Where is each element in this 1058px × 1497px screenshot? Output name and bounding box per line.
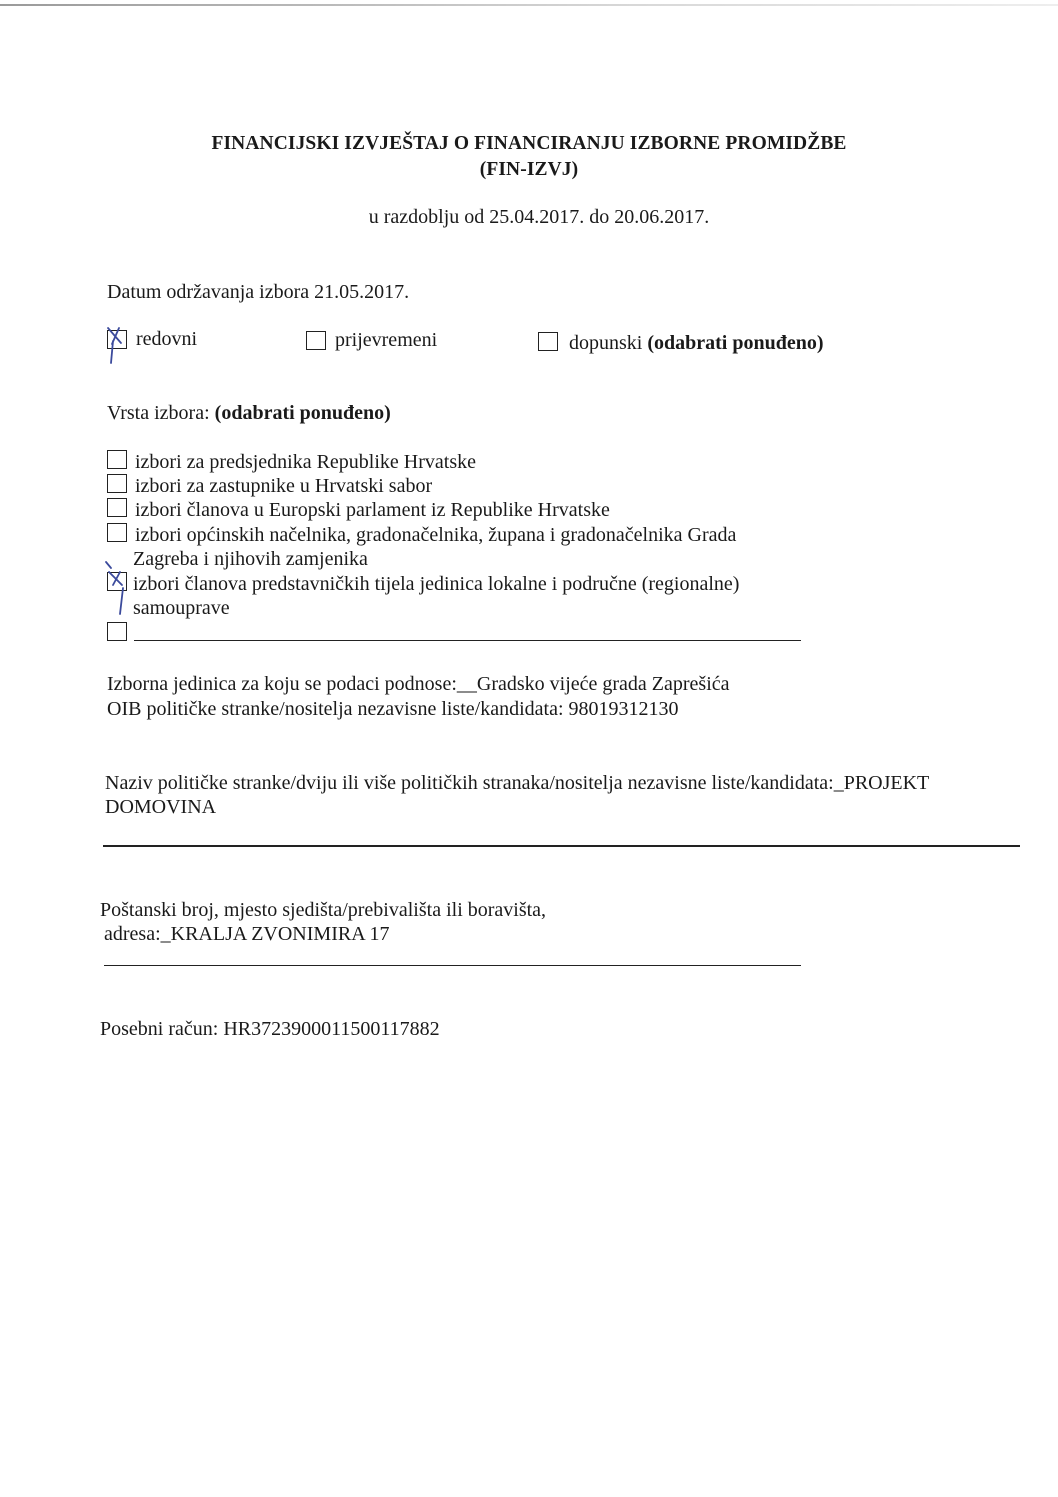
type-eu-parliament-label: izbori članova u Europski parlament iz Republike Hrvatske (135, 499, 610, 521)
report-period: u razdoblju od 25.04.2017. do 20.06.2017. (368, 206, 710, 228)
option-prijevremeni-label: prijevremeni (335, 329, 438, 351)
report-code: (FIN-IZVJ) (479, 159, 579, 180)
party-label: Naziv političke stranke/dviju ili više političkih stranaka/nositelja nezavisne liste/kandidata: (105, 772, 834, 794)
checkbox-type-president[interactable] (107, 450, 127, 469)
election-type-heading (107, 401, 391, 425)
type-local-bodies-label-cont: samouprave (133, 597, 230, 619)
select-note: (odabrati ponuđeno) (647, 332, 824, 354)
checkbox-type-other[interactable] (107, 622, 127, 641)
address-label: Poštanski broj, mjesto sjedišta/prebivališta ili boravišta, (100, 899, 547, 921)
oib-value: 98019312130 (568, 698, 679, 720)
address-label2: adresa: (104, 923, 161, 945)
checkbox-dopunski[interactable] (538, 332, 558, 351)
option-redovni-label: redovni (136, 328, 198, 350)
account-line (100, 1017, 440, 1041)
address-line (104, 922, 390, 946)
report-title: FINANCIJSKI IZVJEŠTAJ O FINANCIRANJU IZBORNE PROMIDŽBE (211, 133, 847, 154)
oib-label: OIB političke stranke/nositelja nezavisne liste/kandidata: (107, 698, 564, 720)
election-type-note: (odabrati ponuđeno) (214, 402, 391, 424)
checkbox-type-mayors[interactable] (107, 523, 127, 542)
type-local-bodies-label: izbori članova predstavničkih tijela jedinica lokalne i područne (regionalne) (133, 573, 740, 595)
checkbox-type-parliament[interactable] (107, 474, 127, 493)
scan-edge (0, 4, 1058, 6)
election-date: Datum održavanja izbora 21.05.2017. (107, 281, 410, 303)
election-type-label: Vrsta izbora: (107, 402, 210, 424)
option-dopunski-group (569, 331, 824, 355)
checkbox-type-local-bodies[interactable] (107, 572, 127, 591)
checkbox-prijevremeni[interactable] (306, 331, 326, 350)
type-president-label: izbori za predsjednika Republike Hrvatske (135, 451, 476, 473)
party-underline (103, 845, 1020, 847)
party-line (105, 771, 929, 795)
type-mayors-label-cont: Zagreba i njihovih zamjenika (133, 548, 368, 570)
type-parliament-label: izbori za zastupnike u Hrvatski sabor (135, 475, 433, 497)
type-mayors-label: izbori općinskih načelnika, gradonačelnika, župana i gradonačelnika Grada (135, 524, 737, 546)
checkbox-redovni[interactable] (107, 330, 127, 349)
address-underline (104, 965, 801, 966)
address-value: _KRALJA ZVONIMIRA 17 (160, 923, 390, 945)
party-value-cont: DOMOVINA (105, 796, 217, 818)
type-other-line (134, 640, 801, 641)
checkbox-type-eu-parliament[interactable] (107, 498, 127, 517)
option-dopunski-label: dopunski (569, 332, 643, 354)
oib-line (107, 697, 679, 721)
account-label: Posebni račun: (100, 1018, 219, 1040)
account-value: HR3723900011500117882 (223, 1018, 440, 1040)
constituency-value: __Gradsko vijeće grada Zaprešića (456, 673, 730, 695)
constituency-line (107, 672, 730, 696)
party-value: _PROJEKT (833, 772, 930, 794)
constituency-label: Izborna jedinica za koju se podaci podnose: (107, 673, 457, 695)
